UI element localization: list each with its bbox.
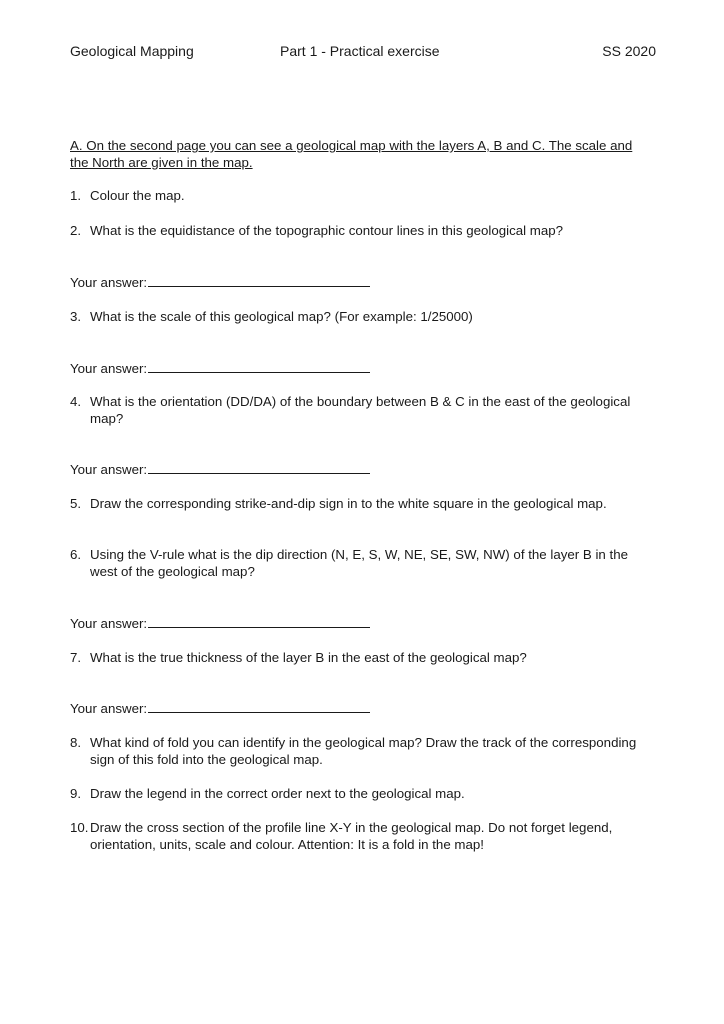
answer-field-6[interactable] <box>70 614 370 632</box>
answer-line[interactable] <box>148 699 370 713</box>
question-text: Draw the corresponding strike-and-dip sign in to the white square in the geological map. <box>90 496 607 511</box>
question-number: 10. <box>70 820 89 835</box>
question-10 <box>70 819 640 853</box>
question-text: What is the true thickness of the layer B in the east of the geological map? <box>90 650 527 665</box>
answer-label: Your answer: <box>70 361 148 376</box>
header-exercise-title: Part 1 - Practical exercise <box>280 43 440 59</box>
answer-label: Your answer: <box>70 616 148 631</box>
question-1 <box>70 187 640 204</box>
question-number: 7. <box>70 650 82 665</box>
answer-field-7[interactable] <box>70 699 370 717</box>
question-number: 6. <box>70 547 82 562</box>
question-3 <box>70 308 640 325</box>
question-4 <box>70 393 640 427</box>
question-6 <box>70 546 640 580</box>
question-number: 5. <box>70 496 82 511</box>
question-number: 1. <box>70 188 82 203</box>
question-text: What is the scale of this geological map? (For example: 1/25000) <box>90 309 473 324</box>
question-text: Draw the legend in the correct order next to the geological map. <box>90 786 465 801</box>
answer-label: Your answer: <box>70 462 148 477</box>
question-9 <box>70 785 640 802</box>
question-number: 9. <box>70 786 82 801</box>
question-text: What is the orientation (DD/DA) of the boundary between B & C in the east of the geological map? <box>90 394 631 426</box>
answer-field-4[interactable] <box>70 460 370 478</box>
answer-field-2[interactable] <box>70 273 370 291</box>
answer-field-3[interactable] <box>70 359 370 377</box>
question-7 <box>70 649 640 666</box>
question-number: 8. <box>70 735 82 750</box>
question-number: 2. <box>70 223 82 238</box>
question-text: Colour the map. <box>90 188 185 203</box>
question-number: 3. <box>70 309 82 324</box>
question-text: Draw the cross section of the profile line X-Y in the geological map. Do not forget legend, orientation, units, scale and colour. Attention: It is a fold in the map! <box>90 820 613 852</box>
answer-line[interactable] <box>148 614 370 628</box>
question-text: What is the equidistance of the topographic contour lines in this geological map? <box>90 223 564 238</box>
answer-line[interactable] <box>148 460 370 474</box>
answer-line[interactable] <box>148 359 370 373</box>
question-8 <box>70 734 640 768</box>
answer-label: Your answer: <box>70 701 148 716</box>
answer-line[interactable] <box>148 273 370 287</box>
question-text: Using the V-rule what is the dip direction (N, E, S, W, NE, SE, SW, NW) of the layer B in the west of the geological map? <box>90 547 628 579</box>
answer-label: Your answer: <box>70 275 148 290</box>
page-header <box>70 43 656 61</box>
question-5 <box>70 495 640 512</box>
header-course-title: Geological Mapping <box>70 43 194 59</box>
question-text: What kind of fold you can identify in the geological map? Draw the track of the corresponding sign of this fold into the geological map. <box>90 735 637 767</box>
intro-instructions: A. On the second page you can see a geological map with the layers A, B and C. The scale and the North are given in the map. <box>70 138 633 170</box>
question-number: 4. <box>70 394 82 409</box>
header-semester: SS 2020 <box>602 43 656 59</box>
question-2 <box>70 222 640 239</box>
